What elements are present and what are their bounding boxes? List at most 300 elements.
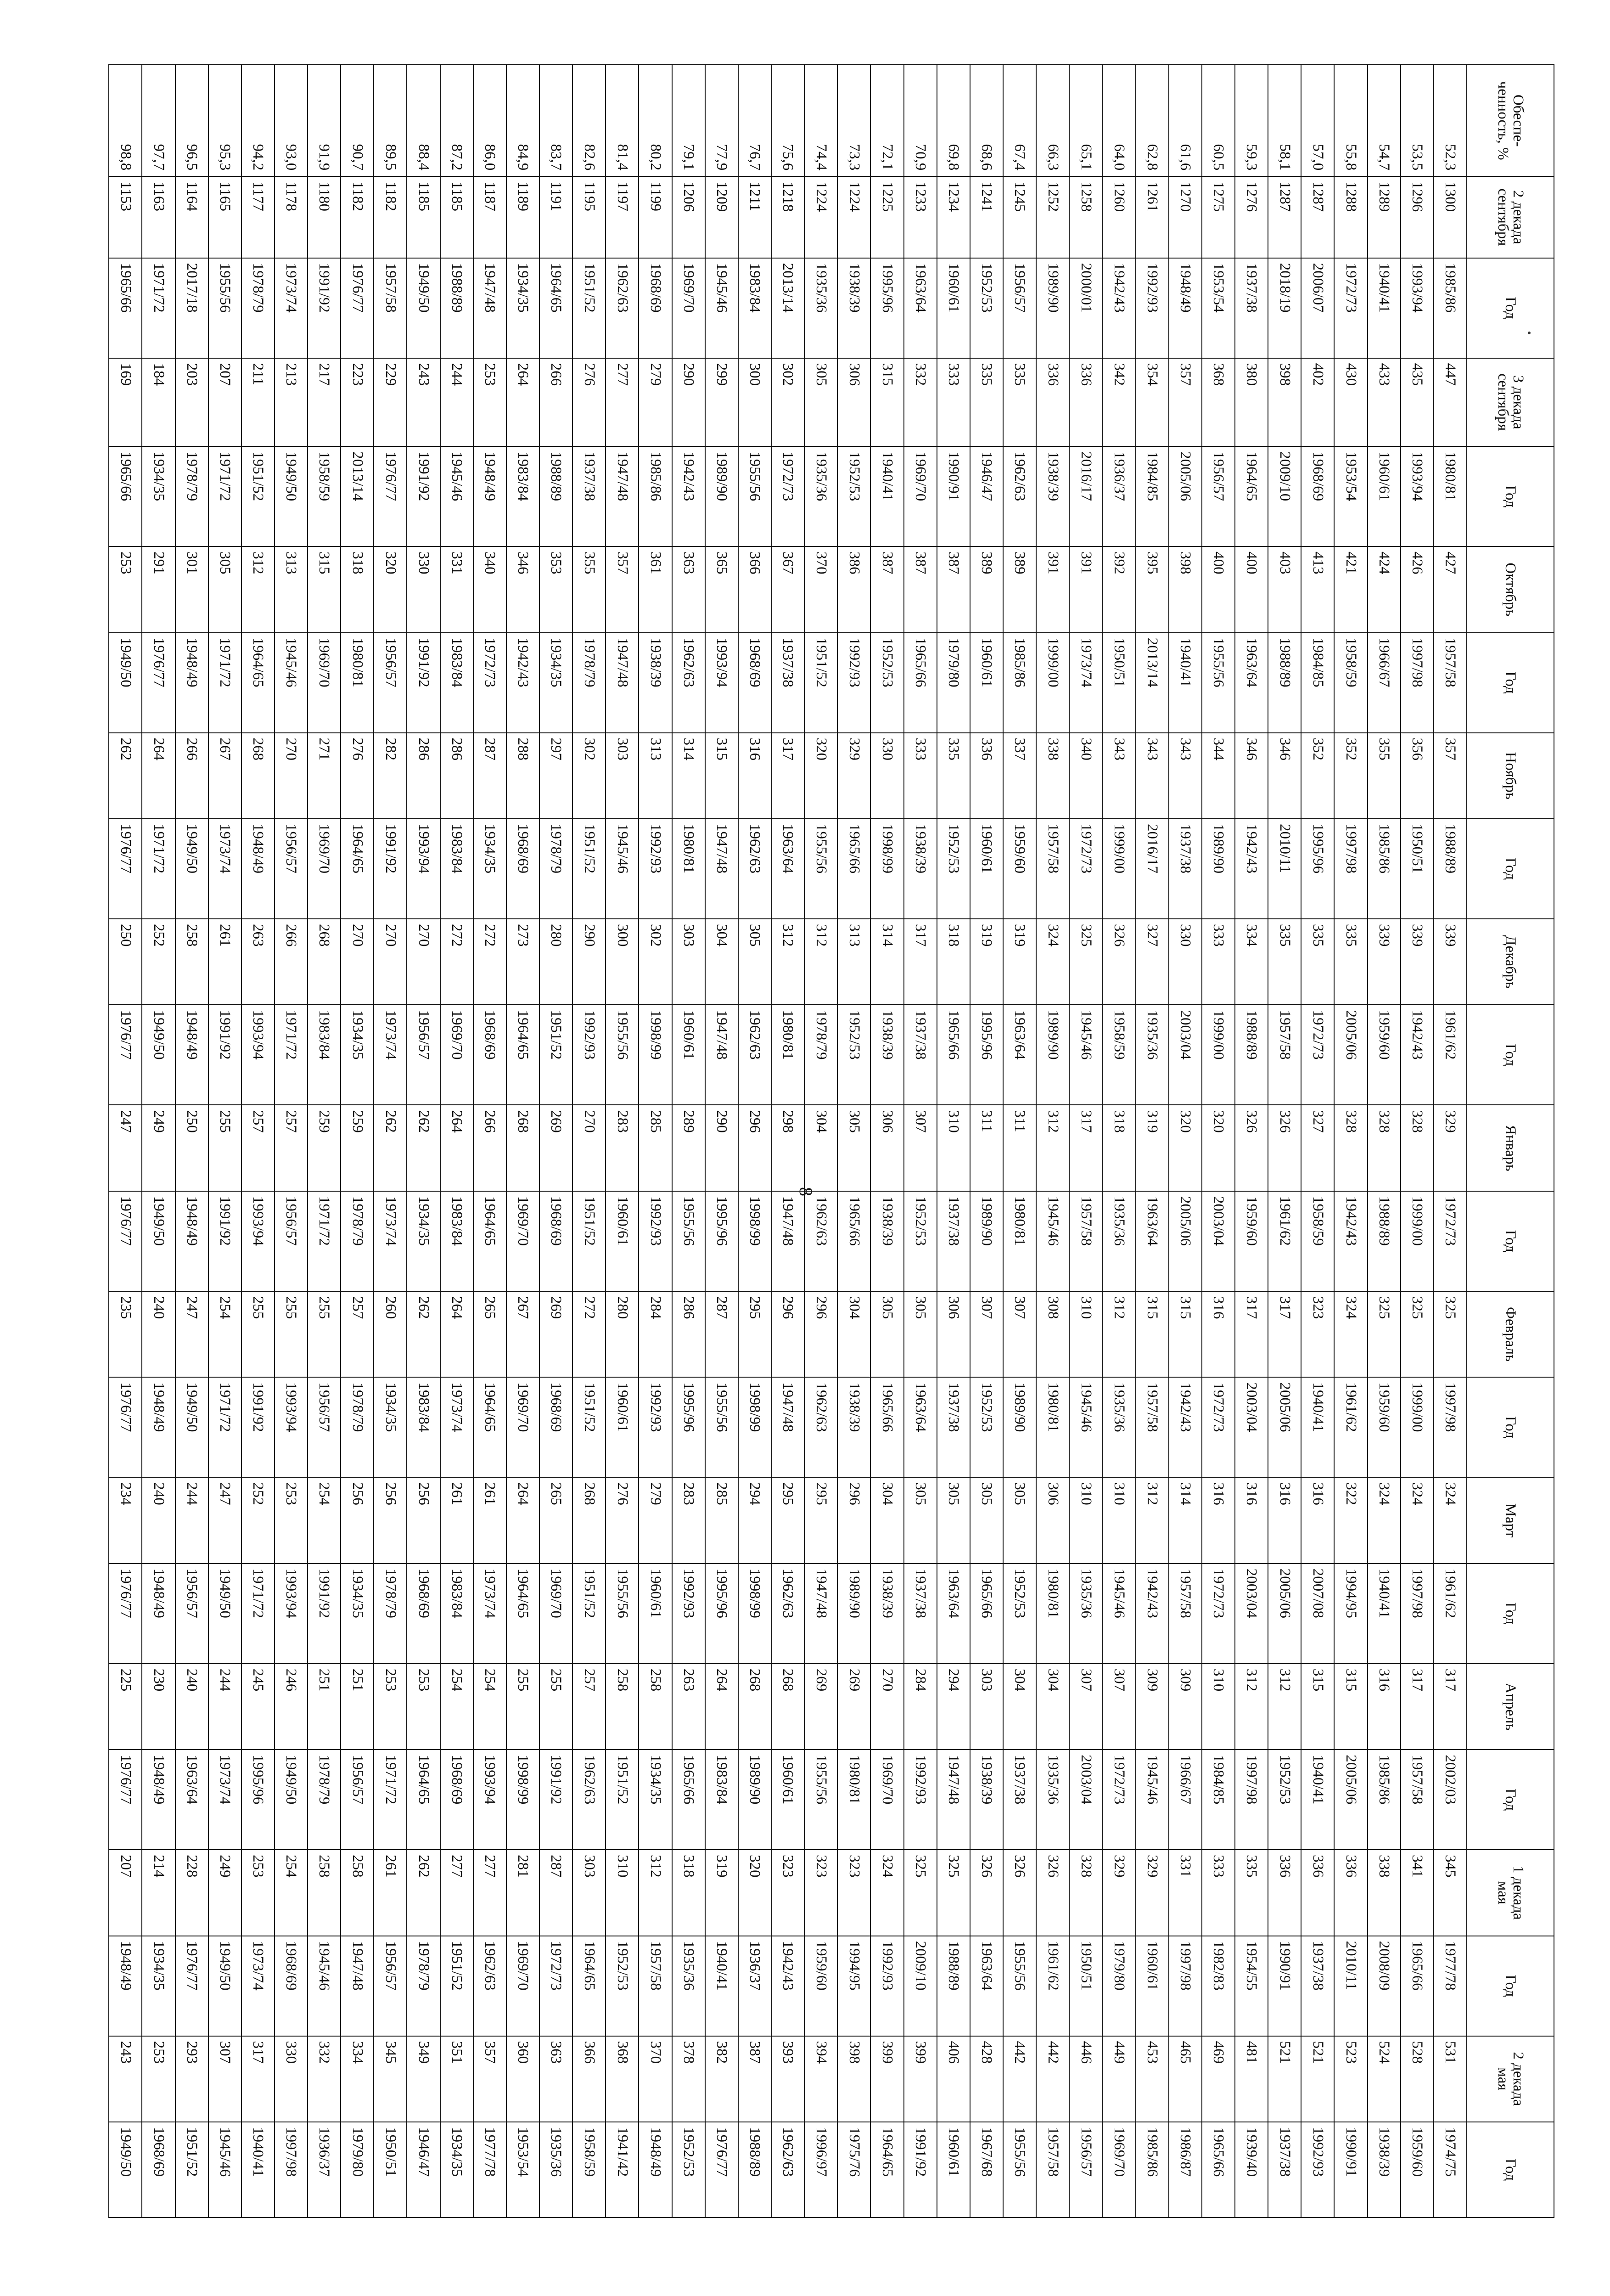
table-cell: 1993/94 [275, 1564, 308, 1664]
table-cell: 252 [142, 919, 175, 1005]
table-cell: 240 [142, 1291, 175, 1378]
table-cell: 1937/38 [904, 1564, 937, 1664]
table-cell: 1942/43 [1136, 1564, 1169, 1664]
table-cell: 325 [904, 1850, 937, 1936]
table-cell: 1937/38 [1235, 258, 1268, 358]
table-cell: 319 [970, 919, 1003, 1005]
table-cell: 336 [1036, 358, 1069, 447]
table-row [804, 65, 837, 2217]
table-cell: 312 [1136, 1477, 1169, 1564]
table-cell: 336 [970, 733, 1003, 819]
table-cell: 1225 [870, 176, 903, 258]
table-cell: 1973/74 [208, 819, 241, 919]
table-cell: 277 [440, 1850, 473, 1936]
table-cell: 1948/49 [142, 1377, 175, 1477]
table-cell: 1965/66 [1401, 1936, 1434, 2036]
table-cell: 1937/38 [1268, 2122, 1301, 2217]
table-cell: 1976/77 [109, 1564, 142, 1664]
table-cell: 265 [473, 1291, 506, 1378]
table-cell: 314 [672, 733, 705, 819]
table-cell: 259 [341, 1105, 374, 1191]
table-cell: 1957/58 [1136, 1377, 1169, 1477]
table-row [1102, 65, 1135, 2217]
table-cell: 1946/47 [407, 2122, 440, 2217]
table-cell: 1971/72 [208, 446, 241, 546]
table-cell: 287 [539, 1850, 572, 1936]
table-cell: 1969/70 [1102, 2122, 1135, 2217]
table-cell: 184 [142, 358, 175, 447]
table-cell: 1937/38 [1301, 1936, 1334, 2036]
table-cell: 285 [705, 1477, 738, 1564]
table-cell: 324 [1401, 1477, 1434, 1564]
table-cell: 1972/73 [1102, 1750, 1135, 1850]
table-cell: 263 [672, 1664, 705, 1750]
table-cell: 307 [1003, 1291, 1036, 1378]
table-cell: 1960/61 [639, 1564, 672, 1664]
table-cell: 328 [1368, 1105, 1401, 1191]
table-cell: 1947/48 [341, 1936, 374, 2036]
table-cell: 1996/97 [804, 2122, 837, 2217]
table-cell: 266 [175, 733, 208, 819]
table-cell: 1995/96 [970, 1005, 1003, 1105]
table-cell: 340 [473, 546, 506, 633]
table-cell: 1947/48 [705, 1005, 738, 1105]
table-cell: 2005/06 [1334, 1750, 1367, 1850]
table-cell: 1968/69 [473, 1005, 506, 1105]
table-cell: 302 [639, 919, 672, 1005]
table-cell: 1992/93 [572, 1005, 606, 1105]
column-header: 2 декада сентября [1467, 176, 1554, 258]
table-row [1368, 65, 1401, 2217]
table-cell: 1952/53 [672, 2122, 705, 2217]
table-row [175, 65, 208, 2217]
table-cell: 1938/39 [837, 1377, 870, 1477]
table-cell: 1258 [1069, 176, 1102, 258]
table-cell: 1935/36 [1136, 1005, 1169, 1105]
table-cell: 1993/94 [1401, 258, 1434, 358]
table-cell: 1948/49 [639, 2122, 672, 2217]
probability-cell: 57,0 [1301, 65, 1334, 176]
table-cell: 368 [1202, 358, 1235, 447]
table-cell: 320 [804, 733, 837, 819]
table-cell: 1976/77 [109, 1191, 142, 1291]
column-header: Год [1467, 1191, 1554, 1291]
table-cell: 1968/69 [506, 819, 539, 919]
table-cell: 1986/87 [1169, 2122, 1202, 2217]
table-cell: 277 [606, 358, 639, 447]
table-cell: 325 [1069, 919, 1102, 1005]
table-row [904, 65, 937, 2217]
table-cell: 1955/56 [672, 1191, 705, 1291]
table-cell: 1956/57 [175, 1564, 208, 1664]
table-cell: 333 [1202, 1850, 1235, 1936]
table-cell: 1983/84 [705, 1750, 738, 1850]
table-cell: 304 [1036, 1664, 1069, 1750]
table-cell: 1997/98 [1434, 1377, 1467, 1477]
table-cell: 1940/41 [1301, 1750, 1334, 1850]
table-cell: 1945/46 [275, 633, 308, 733]
table-cell: 1990/91 [1268, 1936, 1301, 2036]
table-cell: 343 [1136, 733, 1169, 819]
table-cell: 1960/61 [937, 258, 970, 358]
table-cell: 329 [1434, 1105, 1467, 1191]
table-cell: 1945/46 [1136, 1750, 1169, 1850]
probability-cell: 66,3 [1036, 65, 1069, 176]
column-header: Год [1467, 1564, 1554, 1664]
table-row [109, 65, 142, 2217]
table-cell: 1942/43 [672, 446, 705, 546]
table-cell: 310 [937, 1105, 970, 1191]
table-cell: 1992/93 [639, 1377, 672, 1477]
table-cell: 2003/04 [1069, 1750, 1102, 1850]
table-cell: 295 [738, 1291, 771, 1378]
table-cell: 1940/41 [1368, 1564, 1401, 1664]
table-cell: 279 [639, 1477, 672, 1564]
table-cell: 1988/89 [1368, 1191, 1401, 1291]
table-cell: 306 [870, 1105, 903, 1191]
table-cell: 2007/08 [1301, 1564, 1334, 1664]
table-cell: 1983/84 [440, 1191, 473, 1291]
table-cell: 2010/11 [1268, 819, 1301, 919]
table-cell: 1972/73 [473, 633, 506, 733]
table-cell: 284 [904, 1664, 937, 1750]
table-cell: 1949/50 [142, 1191, 175, 1291]
table-cell: 1965/66 [970, 1564, 1003, 1664]
table-cell: 1956/57 [407, 1005, 440, 1105]
table-cell: 271 [308, 733, 341, 819]
table-cell: 262 [407, 1105, 440, 1191]
table-cell: 255 [539, 1664, 572, 1750]
table-cell: 1934/35 [639, 1750, 672, 1850]
table-cell: 1984/85 [1202, 1750, 1235, 1850]
table-cell: 264 [440, 1291, 473, 1378]
probability-cell: 87,2 [440, 65, 473, 176]
table-cell: 336 [1069, 358, 1102, 447]
table-cell: 1978/79 [539, 819, 572, 919]
table-cell: 301 [175, 546, 208, 633]
table-cell: 1952/53 [904, 1191, 937, 1291]
table-cell: 1972/73 [1334, 258, 1367, 358]
table-cell: 342 [1102, 358, 1135, 447]
probability-cell: 77,9 [705, 65, 738, 176]
table-cell: 1989/90 [970, 1191, 1003, 1291]
table-cell: 1964/65 [539, 258, 572, 358]
table-cell: 1296 [1401, 176, 1434, 258]
table-cell: 317 [1434, 1664, 1467, 1750]
table-row [970, 65, 1003, 2217]
table-cell: 276 [606, 1477, 639, 1564]
table-cell: 258 [308, 1850, 341, 1936]
table-cell: 1935/36 [1102, 1191, 1135, 1291]
table-cell: 1955/56 [738, 446, 771, 546]
table-cell: 1947/48 [473, 258, 506, 358]
table-cell: 1978/79 [241, 258, 275, 358]
table-cell: 254 [440, 1664, 473, 1750]
table-cell: 1999/00 [1102, 819, 1135, 919]
table-cell: 256 [407, 1477, 440, 1564]
table-cell: 1997/98 [1169, 1936, 1202, 2036]
table-cell: 1993/94 [241, 1191, 275, 1291]
table-cell: 1962/63 [473, 1936, 506, 2036]
table-cell: 2005/06 [1169, 446, 1202, 546]
table-cell: 308 [1036, 1291, 1069, 1378]
table-row [1136, 65, 1169, 2217]
table-cell: 2005/06 [1268, 1377, 1301, 1477]
table-cell: 406 [937, 2036, 970, 2122]
table-cell: 1993/94 [407, 819, 440, 919]
table-cell: 250 [109, 919, 142, 1005]
table-cell: 1962/63 [804, 1377, 837, 1477]
table-cell: 1300 [1434, 176, 1467, 258]
table-cell: 296 [804, 1291, 837, 1378]
table-cell: 258 [606, 1664, 639, 1750]
table-cell: 323 [1301, 1291, 1334, 1378]
table-cell: 333 [904, 733, 937, 819]
table-cell: 1963/64 [1235, 633, 1268, 733]
probability-cell: 73,3 [837, 65, 870, 176]
table-cell: 446 [1069, 2036, 1102, 2122]
table-cell: 311 [970, 1105, 1003, 1191]
table-cell: 1968/69 [407, 1564, 440, 1664]
table-cell: 1962/63 [606, 258, 639, 358]
table-row [1434, 65, 1467, 2217]
table-cell: 1934/35 [440, 2122, 473, 2217]
table-cell: 1952/53 [837, 446, 870, 546]
table-cell: 338 [1368, 1850, 1401, 1936]
table-cell: 339 [1401, 919, 1434, 1005]
table-cell: 393 [771, 2036, 804, 2122]
table-cell: 1957/58 [374, 258, 407, 358]
table-cell: 1949/50 [175, 819, 208, 919]
probability-cell: 62,8 [1136, 65, 1169, 176]
table-cell: 1963/64 [175, 1750, 208, 1850]
table-cell: 1178 [275, 176, 308, 258]
table-cell: 1989/90 [1003, 1377, 1036, 1477]
table-cell: 1947/48 [606, 446, 639, 546]
table-cell: 310 [1069, 1477, 1102, 1564]
table-cell: 1951/52 [572, 1377, 606, 1477]
table-cell: 1252 [1036, 176, 1069, 258]
table-cell: 304 [705, 919, 738, 1005]
table-cell: 314 [870, 919, 903, 1005]
table-cell: 325 [1434, 1291, 1467, 1378]
probability-cell: 98,8 [109, 65, 142, 176]
table-cell: 254 [208, 1291, 241, 1378]
table-cell: 343 [1102, 733, 1135, 819]
table-row [374, 65, 407, 2217]
table-cell: 1949/50 [208, 1564, 241, 1664]
table-cell: 326 [1235, 1105, 1268, 1191]
table-cell: 1948/49 [175, 633, 208, 733]
table-cell: 255 [208, 1105, 241, 1191]
table-cell: 1961/62 [1334, 1377, 1367, 1477]
table-cell: 207 [109, 1850, 142, 1936]
table-cell: 1978/79 [407, 1936, 440, 2036]
table-row [870, 65, 903, 2217]
table-cell: 1988/89 [440, 258, 473, 358]
table-cell: 264 [440, 1105, 473, 1191]
column-header: Год [1467, 1377, 1554, 1477]
table-cell: 368 [606, 2036, 639, 2122]
table-cell: 1956/57 [374, 1936, 407, 2036]
table-cell: 1969/70 [539, 1564, 572, 1664]
table-cell: 311 [1003, 1105, 1036, 1191]
table-cell: 1973/74 [473, 1564, 506, 1664]
table-cell: 1963/64 [904, 258, 937, 358]
table-cell: 334 [341, 2036, 374, 2122]
table-cell: 1934/35 [142, 446, 175, 546]
table-cell: 1960/61 [1368, 446, 1401, 546]
table-cell: 1989/90 [738, 1750, 771, 1850]
table-cell: 1980/81 [341, 633, 374, 733]
table-cell: 1971/72 [142, 258, 175, 358]
table-cell: 1964/65 [341, 819, 374, 919]
table-cell: 295 [771, 1477, 804, 1564]
table-header-row [1467, 65, 1554, 2217]
table-cell: 1962/63 [572, 1750, 606, 1850]
table-cell: 1971/72 [308, 1191, 341, 1291]
table-cell: 316 [1368, 1664, 1401, 1750]
table-cell: 315 [1301, 1664, 1334, 1750]
table-cell: 1963/64 [1136, 1191, 1169, 1291]
table-cell: 1971/72 [208, 633, 241, 733]
table-row [1235, 65, 1268, 2217]
table-cell: 352 [1334, 733, 1367, 819]
table-cell: 247 [208, 1477, 241, 1564]
table-cell: 243 [407, 358, 440, 447]
table-cell: 1937/38 [937, 1191, 970, 1291]
table-cell: 264 [506, 358, 539, 447]
table-cell: 1991/92 [208, 1191, 241, 1291]
table-cell: 1967/68 [970, 2122, 1003, 2217]
table-cell: 270 [572, 1105, 606, 1191]
table-cell: 1985/86 [1003, 633, 1036, 733]
column-header: Март [1467, 1477, 1554, 1564]
table-cell: 287 [473, 733, 506, 819]
table-cell: 346 [1235, 733, 1268, 819]
table-cell: 257 [341, 1291, 374, 1378]
table-cell: 1940/41 [870, 446, 903, 546]
table-cell: 391 [1036, 546, 1069, 633]
table-cell: 355 [1368, 733, 1401, 819]
table-cell: 386 [837, 546, 870, 633]
table-cell: 261 [440, 1477, 473, 1564]
table-cell: 333 [1202, 919, 1235, 1005]
table-cell: 1955/56 [804, 1750, 837, 1850]
table-cell: 1937/38 [904, 1005, 937, 1105]
table-cell: 1972/73 [539, 1936, 572, 2036]
table-cell: 287 [705, 1291, 738, 1378]
table-cell: 1224 [837, 176, 870, 258]
table-cell: 1199 [639, 176, 672, 258]
table-cell: 1985/86 [1136, 2122, 1169, 2217]
table-cell: 336 [1301, 1850, 1334, 1936]
table-cell: 1992/93 [672, 1564, 705, 1664]
table-cell: 272 [473, 919, 506, 1005]
table-cell: 1182 [374, 176, 407, 258]
table-cell: 1999/00 [1401, 1377, 1434, 1477]
table-cell: 1945/46 [440, 446, 473, 546]
table-cell: 265 [539, 1477, 572, 1564]
table-cell: 2002/03 [1434, 1750, 1467, 1850]
table-cell: 264 [142, 733, 175, 819]
table-cell: 304 [1003, 1664, 1036, 1750]
table-cell: 269 [539, 1291, 572, 1378]
table-cell: 1942/43 [1334, 1191, 1367, 1291]
table-cell: 169 [109, 358, 142, 447]
table-cell: 305 [870, 1291, 903, 1378]
table-cell: 303 [606, 733, 639, 819]
table-cell: 315 [1169, 1291, 1202, 1378]
table-cell: 1956/57 [275, 819, 308, 919]
table-cell: 2013/14 [771, 258, 804, 358]
table-cell: 345 [374, 2036, 407, 2122]
table-cell: 327 [1136, 919, 1169, 1005]
table-cell: 1934/35 [341, 1564, 374, 1664]
table-cell: 2010/11 [1334, 1936, 1367, 2036]
table-cell: 1968/69 [440, 1750, 473, 1850]
table-cell: 403 [1268, 546, 1301, 633]
table-cell: 2005/06 [1334, 1005, 1367, 1105]
table-cell: 330 [407, 546, 440, 633]
table-cell: 1964/65 [407, 1750, 440, 1850]
table-cell: 1972/73 [1202, 1377, 1235, 1477]
table-cell: 1991/92 [407, 633, 440, 733]
probability-cell: 93,0 [275, 65, 308, 176]
table-cell: 1999/00 [1202, 1005, 1235, 1105]
table-cell: 1984/85 [1136, 446, 1169, 546]
table-cell: 230 [142, 1664, 175, 1750]
table-cell: 1935/36 [804, 446, 837, 546]
table-cell: 1988/89 [1235, 1005, 1268, 1105]
table-cell: 335 [1301, 919, 1334, 1005]
table-cell: 1934/35 [341, 1005, 374, 1105]
table-cell: 421 [1334, 546, 1367, 633]
table-cell: 1955/56 [606, 1005, 639, 1105]
table-cell: 378 [672, 2036, 705, 2122]
probability-cell: 53,5 [1401, 65, 1434, 176]
table-cell: 1948/49 [175, 1191, 208, 1291]
table-cell: 257 [572, 1664, 606, 1750]
table-cell: 1956/57 [374, 633, 407, 733]
table-cell: 1956/57 [308, 1377, 341, 1477]
table-cell: 244 [440, 358, 473, 447]
column-header: Год [1467, 258, 1554, 358]
table-cell: 315 [1334, 1664, 1367, 1750]
table-cell: 317 [1401, 1664, 1434, 1750]
table-cell: 1965/66 [109, 258, 142, 358]
table-cell: 317 [1268, 1291, 1301, 1378]
table-cell: 319 [1136, 1105, 1169, 1191]
table-cell: 286 [407, 733, 440, 819]
table-cell: 353 [539, 546, 572, 633]
table-cell: 262 [109, 733, 142, 819]
probability-cell: 95,3 [208, 65, 241, 176]
table-cell: 1988/89 [937, 1936, 970, 2036]
table-cell: 1969/70 [672, 258, 705, 358]
table-cell: 2003/04 [1235, 1564, 1268, 1664]
table-cell: 272 [440, 919, 473, 1005]
table-cell: 391 [1069, 546, 1102, 633]
table-cell: 357 [606, 546, 639, 633]
table-cell: 1950/51 [1069, 1936, 1102, 2036]
table-cell: 1942/43 [506, 633, 539, 733]
column-header: Февраль [1467, 1291, 1554, 1378]
rotated-table-container [108, 64, 1554, 2218]
table-cell: 481 [1235, 2036, 1268, 2122]
table-cell: 1968/69 [639, 258, 672, 358]
table-cell: 328 [1334, 1105, 1367, 1191]
